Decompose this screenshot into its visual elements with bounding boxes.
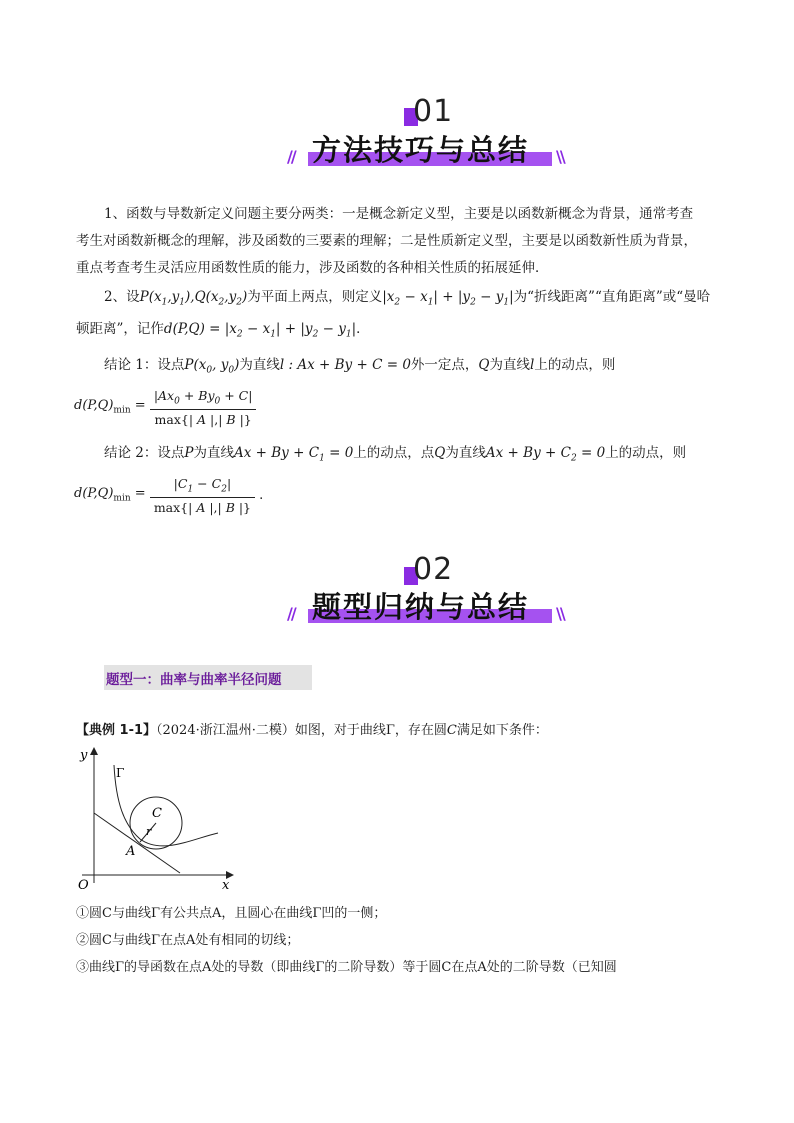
conclusion2-prefix: 结论 2：设点	[104, 445, 185, 461]
para2-suffix: 为“折线距离”“直角距离”或“曼哈	[513, 289, 711, 305]
figure-label-r: r	[146, 825, 152, 838]
formula-line-c1: $Ax + By + C_1 = 0$	[233, 445, 354, 464]
type1-label-box	[104, 665, 312, 690]
section2-right-slash: \\	[556, 604, 564, 623]
conclusion2-line: 结论 2：设点P为直线$Ax + By + C_1 = 0$上的动点，点Q为直线$Ax + By + C_2 = 0$上的动点，则	[104, 445, 687, 464]
conclusion2-mid2: 上的动点，点	[353, 445, 435, 461]
conclusion1-line	[104, 352, 615, 385]
section2-number: 02	[413, 552, 454, 587]
conclusion2-end: 上的动点，则	[605, 445, 687, 461]
formula-points-pq: $P(x_1,y_1),Q(x_2,y_2)$	[139, 289, 248, 308]
curvature-figure	[72, 743, 242, 893]
para1-line2: 考生对函数新概念的理解，涉及函数的三要素的理解；二是性质新定义型，主要是以函数新性质为背景，	[76, 233, 697, 249]
section2-title-block	[308, 585, 552, 625]
section2-title: 题型归纳与总结	[312, 590, 530, 624]
example-header: 【典例 1-1】（2024·浙江温州·二模）如图，对于曲线Γ，存在圆C满足如下条件：	[76, 723, 548, 738]
section1-number: 01	[413, 94, 454, 129]
tangent-line	[94, 813, 180, 873]
section1-title: 方法技巧与总结	[312, 133, 530, 167]
para2-mid: 为平面上两点，则定义	[247, 289, 383, 305]
formula-point-p0: $P(x_0$, $y_0$)	[184, 357, 240, 376]
example-condition-2: ②圆C与曲线Γ在点A处有相同的切线；	[76, 933, 300, 948]
para2-line1	[104, 284, 710, 317]
formula-l: l	[530, 357, 535, 373]
example-condition-1: ①圆C与曲线Γ有公共点A，且圆心在曲线Γ凹的一侧；	[76, 906, 387, 921]
example-tag: 【典例 1-1】	[76, 723, 157, 738]
para2-prefix: 2、设	[104, 289, 140, 305]
para2-line2-prefix: 顿距离”，记作	[76, 321, 164, 337]
formula-line-l: l : Ax + By + C = 0	[279, 357, 411, 373]
formula-q: Q	[478, 357, 490, 373]
type1-label: 题型一：曲率与曲率半径问题	[106, 672, 282, 688]
para1-line1: 1、函数与导数新定义问题主要分两类：一是概念新定义型，主要是以函数新概念为背景，通常考查	[104, 206, 694, 222]
conclusion1-prefix: 结论 1：设点	[104, 357, 185, 373]
example-source-end: 满足如下条件：	[456, 723, 548, 738]
figure-label-c: C	[152, 806, 162, 821]
example-source: （2024·浙江温州·二模）如图，对于曲线Γ，存在圆	[156, 723, 447, 738]
figure-label-gamma: Γ	[116, 766, 125, 780]
formula-dmin-1: $d(P,Q)_{min}$ = $\frac{|Ax_0 + By_0 + C|}{\max\{| A |,| B |\}}$	[74, 388, 256, 427]
figure-label-x: x	[222, 878, 230, 893]
formula-line-c2: $Ax + By + C_2 = 0$	[485, 445, 606, 464]
example-condition-3: ③曲线Γ的导函数在点A处的导数（即曲线Γ的二阶导数）等于圆C在点A处的二阶导数（已知圆	[76, 960, 617, 975]
section1-left-slash: //	[287, 147, 295, 166]
section1-right-slash: \\	[556, 147, 564, 166]
conclusion1-mid2: 外一定点，	[410, 357, 479, 373]
conclusion2-mid3: 为直线	[445, 445, 486, 461]
section2-left-slash: //	[287, 604, 295, 623]
figure-label-o: O	[78, 878, 89, 893]
gamma-curve	[114, 765, 218, 846]
para2-line2: 顿距离”，记作$d(P,Q) = |x_2 - x_1| + |y_2 - y_1|$．	[76, 321, 370, 340]
conclusion1-end: 上的动点，则	[534, 357, 616, 373]
section1-title-block	[308, 128, 552, 168]
para1-line3: 重点考查考生灵活应用函数性质的能力，涉及函数的各种相关性质的拓展延伸．	[76, 260, 549, 276]
figure-label-y: y	[80, 748, 88, 763]
formula-dmin-2: $d(P,Q)_{min}$ = $\frac{|C_1 - C_2|}{\max\{| A |,| B |\}}$ .	[74, 476, 264, 515]
conclusion1-mid: 为直线	[239, 357, 280, 373]
conclusion2-mid: 为直线	[193, 445, 234, 461]
formula-manhattan: $|x_2 - x_1| + |y_2 - y_1|$	[382, 289, 514, 308]
formula-distance-def: $d(P,Q) = |x_2 - x_1| + |y_2 - y_1|$	[163, 321, 357, 340]
conclusion1-suffix: 为直线	[489, 357, 530, 373]
figure-label-a: A	[126, 844, 136, 859]
